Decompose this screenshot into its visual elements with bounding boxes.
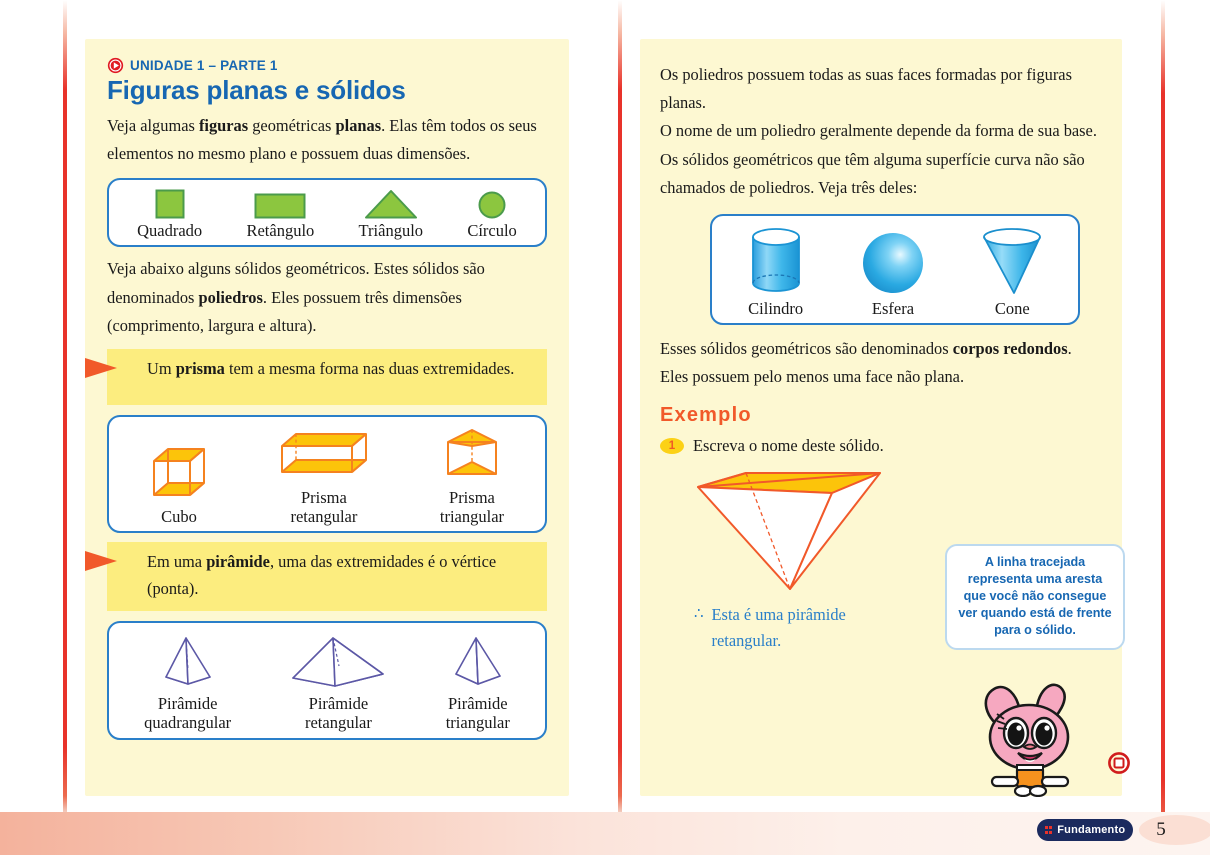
triangular-pyramid-shape-icon: [450, 632, 506, 692]
round-bodies-paragraph: [660, 335, 1100, 391]
round-text-2: . Eles possuem pelo menos uma face não plana.: [660, 339, 1072, 387]
tip-box-text: A linha tracejada representa uma aresta que você não consegue ver quando está de frente para o sólido.: [958, 555, 1112, 637]
publisher-name: Fundamento: [1057, 824, 1126, 836]
solids-bold-1: poliedros: [198, 287, 263, 307]
pyramid-callout: [107, 542, 547, 611]
round-solids-box: [710, 214, 1080, 325]
example-item: [660, 433, 1100, 459]
polyhedra-paragraph-1: Os poliedros possuem todas as suas faces formadas por figuras planas.: [660, 65, 1072, 113]
intro-bold-1: figuras: [198, 115, 249, 135]
figure-label-line1: Pirâmide: [447, 694, 508, 714]
prism-callout: [107, 349, 547, 405]
square-shape-icon: [155, 189, 185, 219]
answer-line-2: retangular.: [711, 631, 782, 651]
arrow-right-icon: [85, 357, 117, 379]
figure-label: Esfera: [871, 299, 915, 319]
cube-shape-icon: [150, 445, 208, 505]
prisms-box: [107, 415, 547, 533]
publisher-logo: [1037, 819, 1133, 841]
figure-item-cilindro: [745, 225, 807, 318]
pyramid-bold-1: pirâmide: [206, 552, 270, 572]
unit-label: UNIDADE 1 – PARTE 1: [130, 58, 278, 73]
example-number-badge: 1: [660, 438, 684, 454]
figure-item-prisma-triangular: [440, 424, 504, 526]
page-number-badge: [1139, 815, 1210, 845]
pink-rabbit-mascot-icon: [962, 669, 1097, 797]
figure-label: Retângulo: [246, 221, 315, 241]
prism-bold-1: prisma: [175, 358, 225, 378]
right-column: [640, 39, 1122, 796]
center-spine-rule: [618, 0, 622, 812]
pyramid-callout-text: [147, 549, 537, 602]
circle-shape-icon: [477, 189, 507, 219]
figure-item-cone: [979, 225, 1045, 318]
figure-label-line2: triangular: [445, 713, 510, 733]
page-number: 5: [1156, 819, 1166, 840]
pyramids-box: [107, 621, 547, 739]
figure-label: Círculo: [467, 221, 517, 241]
figure-item-esfera: [860, 225, 926, 318]
intro-text-2: geométricas: [248, 115, 336, 135]
figure-label-line1: Pirâmide: [308, 694, 369, 714]
triangle-shape-icon: [364, 189, 418, 219]
square-pyramid-shape-icon: [160, 632, 216, 692]
prism-text-1: Um: [147, 358, 176, 378]
footer-band: [0, 812, 1210, 855]
rectangular-prism-shape-icon: [278, 426, 370, 486]
solids-text-2: . Eles possuem três dimensões (comprimento, largura e altura).: [107, 287, 462, 335]
figure-item-piramide-quadrangular: [144, 630, 231, 732]
prism-text-2: tem a mesma forma nas duas extremidades.: [224, 358, 515, 378]
figure-label-line1: Prisma: [300, 487, 347, 507]
figure-item-circulo: [467, 187, 517, 240]
polyhedra-paragraph-2: O nome de um poliedro geralmente depende da forma de sua base.: [660, 121, 1097, 141]
sphere-shape-icon: [860, 225, 926, 297]
answer-line-1: Esta é uma pirâmide: [711, 604, 846, 624]
solids-text-1: Veja abaixo alguns sólidos geométricos. Estes sólidos são denominados: [107, 259, 485, 307]
intro-text-3: . Elas têm todos os seus elementos no mesmo plano e possuem duas dimensões.: [107, 115, 537, 163]
arrow-right-icon: [85, 550, 117, 572]
unit-header: [107, 57, 547, 74]
left-column: [85, 39, 569, 796]
plane-figures-box: [107, 178, 547, 247]
figure-label-line1: Pirâmide: [157, 694, 218, 714]
figure-label: Triângulo: [358, 221, 424, 241]
solids-paragraph: [107, 255, 547, 340]
intro-bold-2: planas: [335, 115, 382, 135]
round-text-1: Esses sólidos geométricos são denominados: [660, 339, 953, 359]
left-margin-rule: [63, 0, 67, 812]
intro-text-1: Veja algumas: [107, 115, 199, 135]
figure-label-line1: Prisma: [449, 487, 495, 507]
figure-label-line2: retangular: [304, 713, 372, 733]
figure-label-line2: retangular: [290, 507, 358, 527]
figure-label: Cone: [994, 299, 1030, 319]
figure-item-piramide-triangular: [446, 630, 510, 732]
figure-label: Cubo: [161, 507, 197, 527]
page-title: Figuras planas e sólidos: [107, 75, 406, 105]
publisher-dots-icon: [1045, 826, 1053, 834]
figure-item-retangulo: [246, 187, 314, 240]
figure-item-prisma-retangular: [278, 424, 370, 526]
play-circle-icon: [107, 57, 124, 74]
therefore-symbol: ∴: [694, 605, 704, 622]
pyramid-text-2: , uma das extremidades é o vértice (ponta).: [147, 552, 497, 598]
triangular-prism-shape-icon: [442, 426, 502, 486]
figure-label: Cilindro: [748, 299, 804, 319]
figure-item-piramide-retangular: [289, 630, 387, 732]
cone-shape-icon: [979, 225, 1045, 297]
example-heading: Exemplo: [660, 403, 752, 426]
figure-label: Quadrado: [137, 221, 203, 241]
figure-label-line2: triangular: [439, 507, 505, 527]
tip-box: [945, 544, 1125, 650]
inverted-rectangular-pyramid-shape-icon: [694, 467, 884, 595]
prism-callout-text: [147, 356, 537, 383]
example-question: Escreva o nome deste sólido.: [693, 435, 884, 455]
pyramid-text-1: Em uma: [147, 552, 207, 572]
figure-item-quadrado: [137, 187, 202, 240]
stop-square-icon: [1108, 752, 1130, 774]
right-margin-rule: [1161, 0, 1165, 848]
figure-item-triangulo: [359, 187, 424, 240]
figure-label-line2: quadrangular: [144, 713, 232, 733]
polyhedra-paragraph-3: Os sólidos geométricos que têm alguma superfície curva não são chamados de poliedros. Veja três deles:: [660, 149, 1085, 197]
rectangular-pyramid-shape-icon: [289, 632, 387, 692]
figure-item-cubo: [150, 443, 208, 526]
cylinder-shape-icon: [745, 225, 807, 297]
round-bold-1: corpos redondos: [952, 339, 1068, 359]
intro-paragraph: [107, 112, 547, 168]
rectangle-shape-icon: [254, 189, 306, 219]
